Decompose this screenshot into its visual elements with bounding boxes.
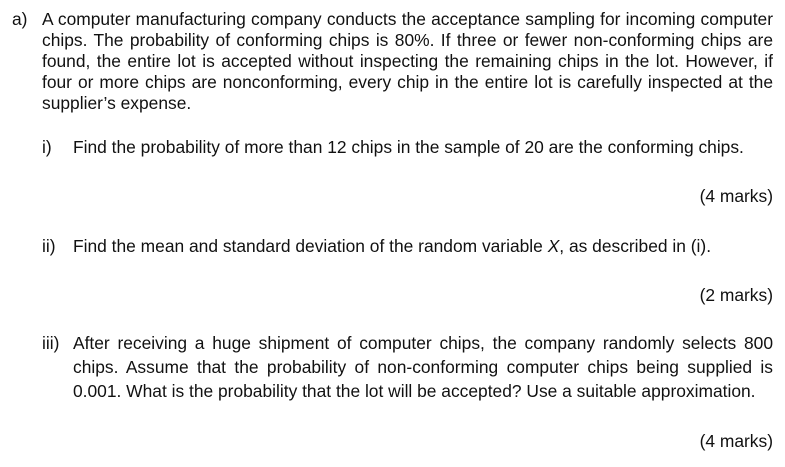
subpart-ii-marks: (2 marks) <box>699 285 773 305</box>
subpart-ii-label: ii) <box>42 236 56 256</box>
part-label: a) <box>12 9 28 29</box>
subpart-iii-marks: (4 marks) <box>699 431 773 451</box>
question-intro: A computer manufacturing company conducts the acceptance sampling for incoming computer chips. The probability of conforming chips is 80%. If three or fewer non-conforming chips are found, the entire lot is accepted without inspecting the remaining chips in the lot. However, if four or more chips are nonconforming, every chip in the entire lot is carefully inspected at the supplier’s expense. <box>42 9 773 113</box>
subpart-i-marks: (4 marks) <box>699 186 773 206</box>
subpart-ii-text <box>73 234 773 258</box>
subpart-iii-text: After receiving a huge shipment of computer chips, the company randomly selects 800 chips. Assume that the probability of non-conforming computer chips being supplied is 0.001. What is the probability that the lot will be accepted? Use a suitable approximation. <box>73 333 773 401</box>
subpart-i-label: i) <box>42 137 52 157</box>
subpart-ii-text-after: , as described in (i). <box>559 236 712 256</box>
subpart-ii-text-before: Find the mean and standard deviation of the random variable <box>73 236 548 256</box>
random-variable-x: X <box>547 236 560 256</box>
subpart-iii-label: iii) <box>42 333 60 353</box>
subpart-i-text: Find the probability of more than 12 chips in the sample of 20 are the conforming chips. <box>73 137 744 157</box>
